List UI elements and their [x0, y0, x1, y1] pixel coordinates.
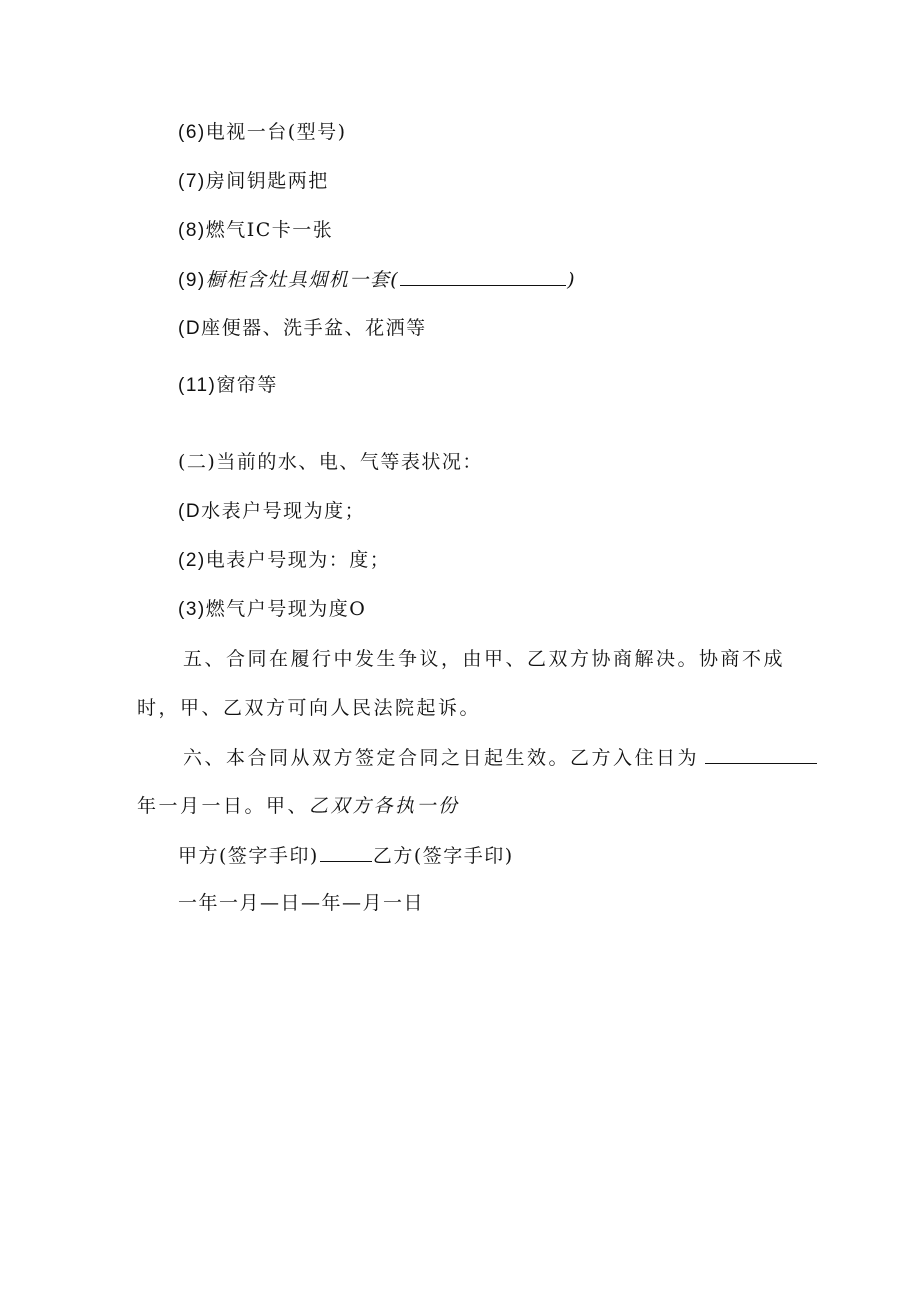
- item-text: 座便器、洗手盆、花洒等: [201, 317, 427, 339]
- item-text: 电表户号现为：度；: [205, 549, 391, 571]
- item-number: (D: [178, 318, 202, 339]
- item-number: (9): [178, 270, 206, 291]
- item-toilet: [178, 316, 427, 341]
- clause-five-line-1: 五、合同在履行中发生争议，由甲、乙双方协商解决。协商不成: [183, 648, 786, 670]
- item-room-keys: [178, 169, 329, 194]
- item-tv: [178, 120, 347, 145]
- clause-six-line-2: [137, 794, 460, 818]
- item-text: 电视一台(型号): [205, 121, 347, 143]
- signature-date-line: 一年一月—日—年—月一日: [178, 892, 425, 914]
- gas-meter-line: [178, 597, 366, 622]
- move-in-date-blank: [705, 745, 817, 764]
- clause-five-line-2: 时，甲、乙双方可向人民法院起诉。: [137, 697, 482, 719]
- item-number: (D: [178, 501, 202, 522]
- item-text-suffix: ): [567, 269, 577, 291]
- date-text: 年一月一日。甲、: [137, 795, 310, 817]
- party-b-signature-label: 乙方(签字手印): [372, 845, 514, 867]
- item-cabinet: [178, 267, 576, 293]
- item-number: (3): [178, 599, 206, 620]
- item-number: (6): [178, 122, 206, 143]
- electric-meter-line: [178, 548, 390, 573]
- clause-six-text: 六、本合同从双方签定合同之日起生效。乙方入住日为: [183, 747, 700, 769]
- water-meter-line: [178, 499, 365, 524]
- item-text: 房间钥匙两把: [205, 170, 329, 192]
- signature-blank: [320, 843, 372, 862]
- signature-line: [178, 843, 514, 868]
- item-number: (11): [178, 375, 217, 396]
- item-text: 燃气户号现为度O: [205, 598, 367, 620]
- item-text: 窗帘等: [216, 374, 278, 396]
- item-text: 水表户号现为度；: [201, 500, 366, 522]
- party-a-signature-label: 甲方(签字手印): [178, 845, 319, 867]
- item-curtains: [178, 373, 278, 398]
- item-text: 橱柜含灶具烟机一套(: [205, 269, 400, 291]
- item-number: (2): [178, 550, 206, 571]
- item-number: (7): [178, 171, 206, 192]
- item-number: (8): [178, 220, 206, 241]
- item-text: 燃气IC卡一张: [205, 219, 334, 241]
- meter-section-heading: (二)当前的水、电、气等表状况：: [178, 451, 483, 473]
- clause-six-line-1: [183, 745, 818, 770]
- copies-text: 乙双方各执一份: [309, 795, 460, 817]
- model-blank: [400, 267, 566, 286]
- item-gas-card: [178, 218, 333, 243]
